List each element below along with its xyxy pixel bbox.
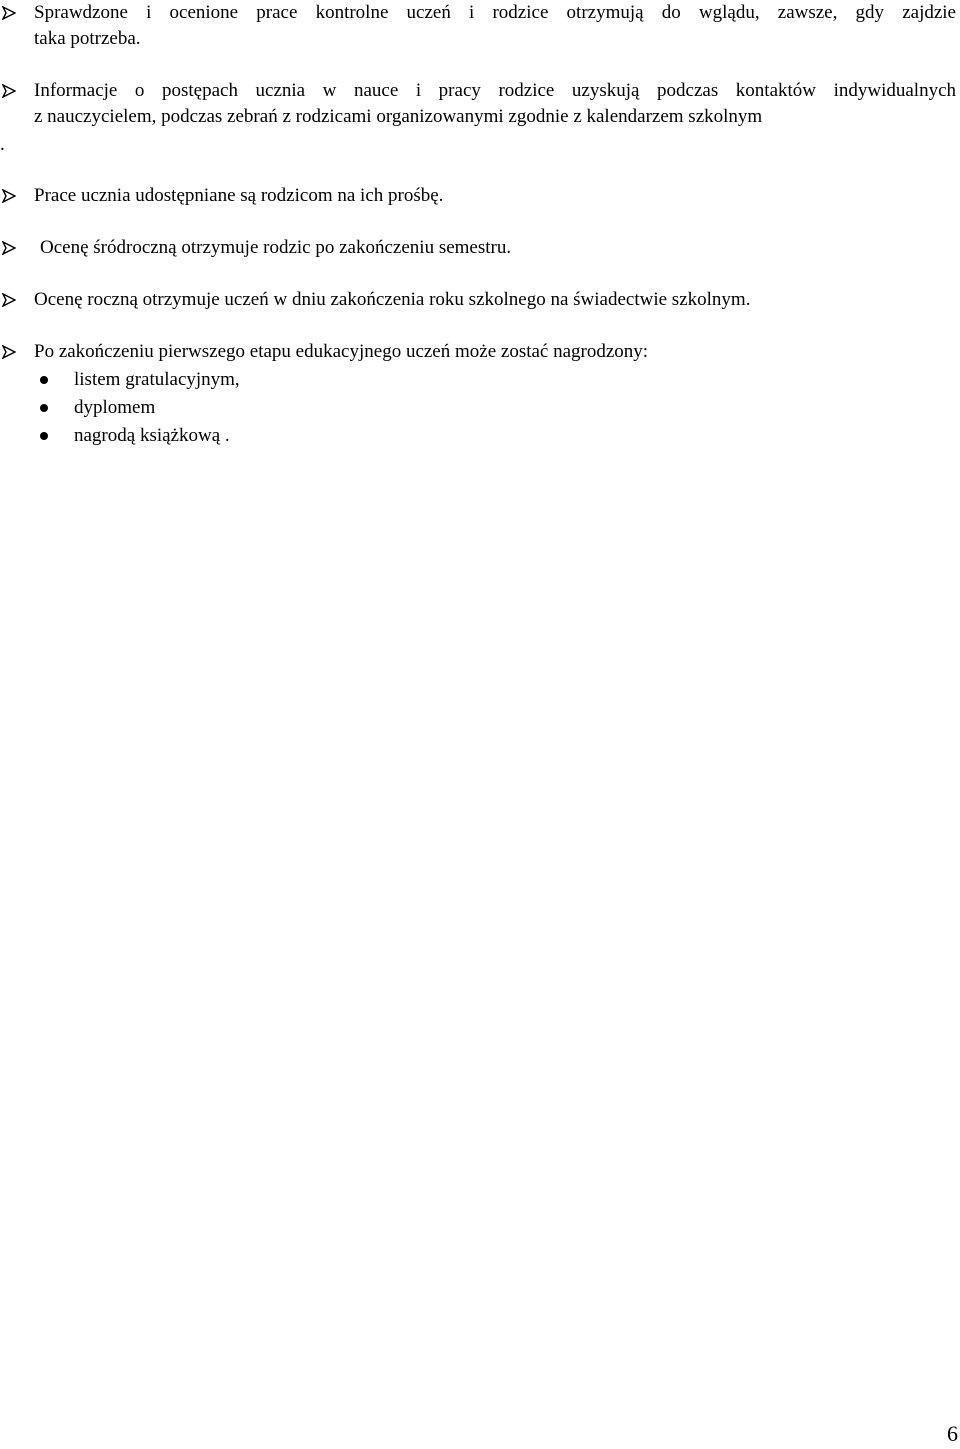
text-line: Sprawdzone i ocenione prace kontrolne uczeń i rodzice otrzymują do wglądu, zawsze, gdy zajdzie	[34, 2, 956, 23]
dot-bullet-icon	[40, 432, 48, 440]
page-number: 6	[947, 1421, 958, 1446]
text-line: Informacje o postępach ucznia w nauce i pracy rodzice uzyskują podczas kontaktów indywidualnych	[34, 80, 956, 101]
sub-list-item-text: listem gratulacyjnym,	[74, 369, 240, 390]
text-line: z nauczycielem, podczas zebrań z rodzicami organizowanymi zgodnie z kalendarzem szkolnym	[34, 106, 763, 127]
arrow-bullet-icon	[2, 293, 16, 307]
text-line: taka potrzeba.	[34, 28, 141, 49]
list-item-text: Po zakończeniu pierwszego etapu edukacyjnego uczeń może zostać nagrodzony:	[34, 341, 649, 362]
list-item-text	[34, 0, 956, 52]
arrow-bullet-icon	[2, 345, 16, 359]
dot-bullet-icon	[40, 376, 48, 384]
sub-list-item-text: nagrodą książkową .	[74, 425, 230, 446]
arrow-bullet-icon	[2, 84, 16, 98]
list-item-text: Prace ucznia udostępniane są rodzicom na ich prośbę.	[34, 185, 444, 206]
list-item-text: Ocenę roczną otrzymuje uczeń w dniu zakończenia roku szkolnego na świadectwie szkolnym.	[34, 289, 751, 310]
list-item-text	[34, 78, 956, 130]
stray-period: .	[0, 134, 5, 155]
arrow-bullet-icon	[2, 6, 16, 20]
dot-bullet-icon	[40, 404, 48, 412]
arrow-bullet-icon	[2, 241, 16, 255]
arrow-bullet-icon	[2, 189, 16, 203]
sub-list-item-text: dyplomem	[74, 397, 156, 418]
list-item-text: Ocenę śródroczną otrzymuje rodzic po zakończeniu semestru.	[40, 237, 512, 258]
